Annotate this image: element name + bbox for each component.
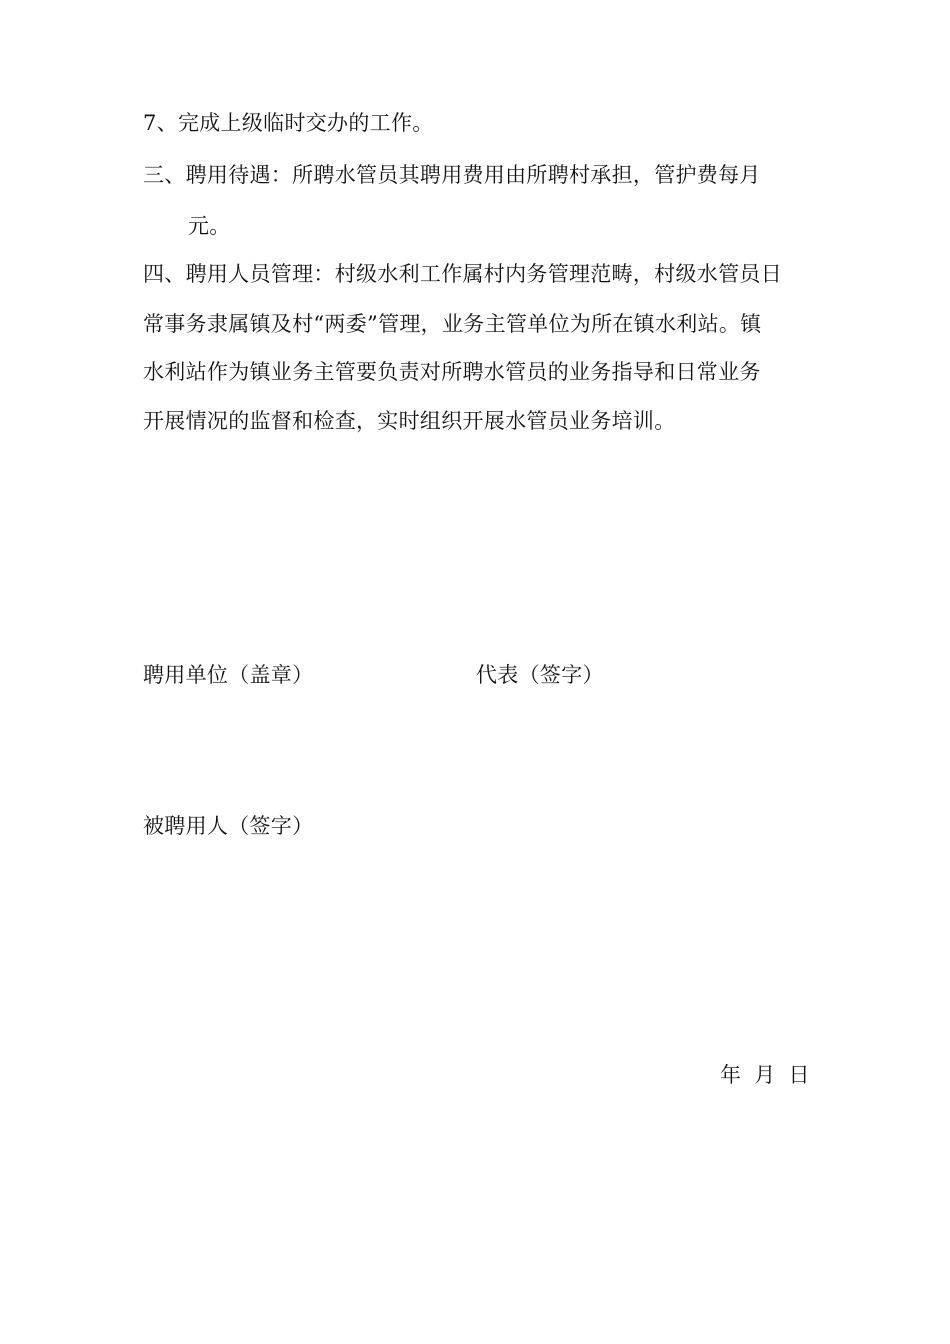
paragraph-management-line-3: 水利站作为镇业务主管要负责对所聘水管员的业务指导和日常业务: [143, 360, 761, 384]
date-label: 年 月 日: [720, 1063, 810, 1087]
employer-signature-label: 聘用单位（盖章）: [143, 663, 314, 687]
representative-signature-label: 代表（签字）: [476, 663, 604, 687]
paragraph-item-7: 7、完成上级临时交办的工作。: [143, 111, 434, 135]
paragraph-management-line-2: 常事务隶属镇及村“两委”管理，业务主管单位为所在镇水利站。镇: [143, 312, 762, 336]
paragraph-compensation: 三、聘用待遇：所聘水管员其聘用费用由所聘村承担，管护费每月: [143, 163, 761, 187]
paragraph-compensation-continued: 元。: [188, 214, 231, 238]
paragraph-management-line-4: 开展情况的监督和检查，实时组织开展水管员业务培训。: [143, 409, 676, 433]
paragraph-management-line-1: 四、聘用人员管理：村级水利工作属村内务管理范畴，村级水管员日: [143, 262, 782, 286]
employee-signature-label: 被聘用人（签字）: [143, 814, 314, 838]
